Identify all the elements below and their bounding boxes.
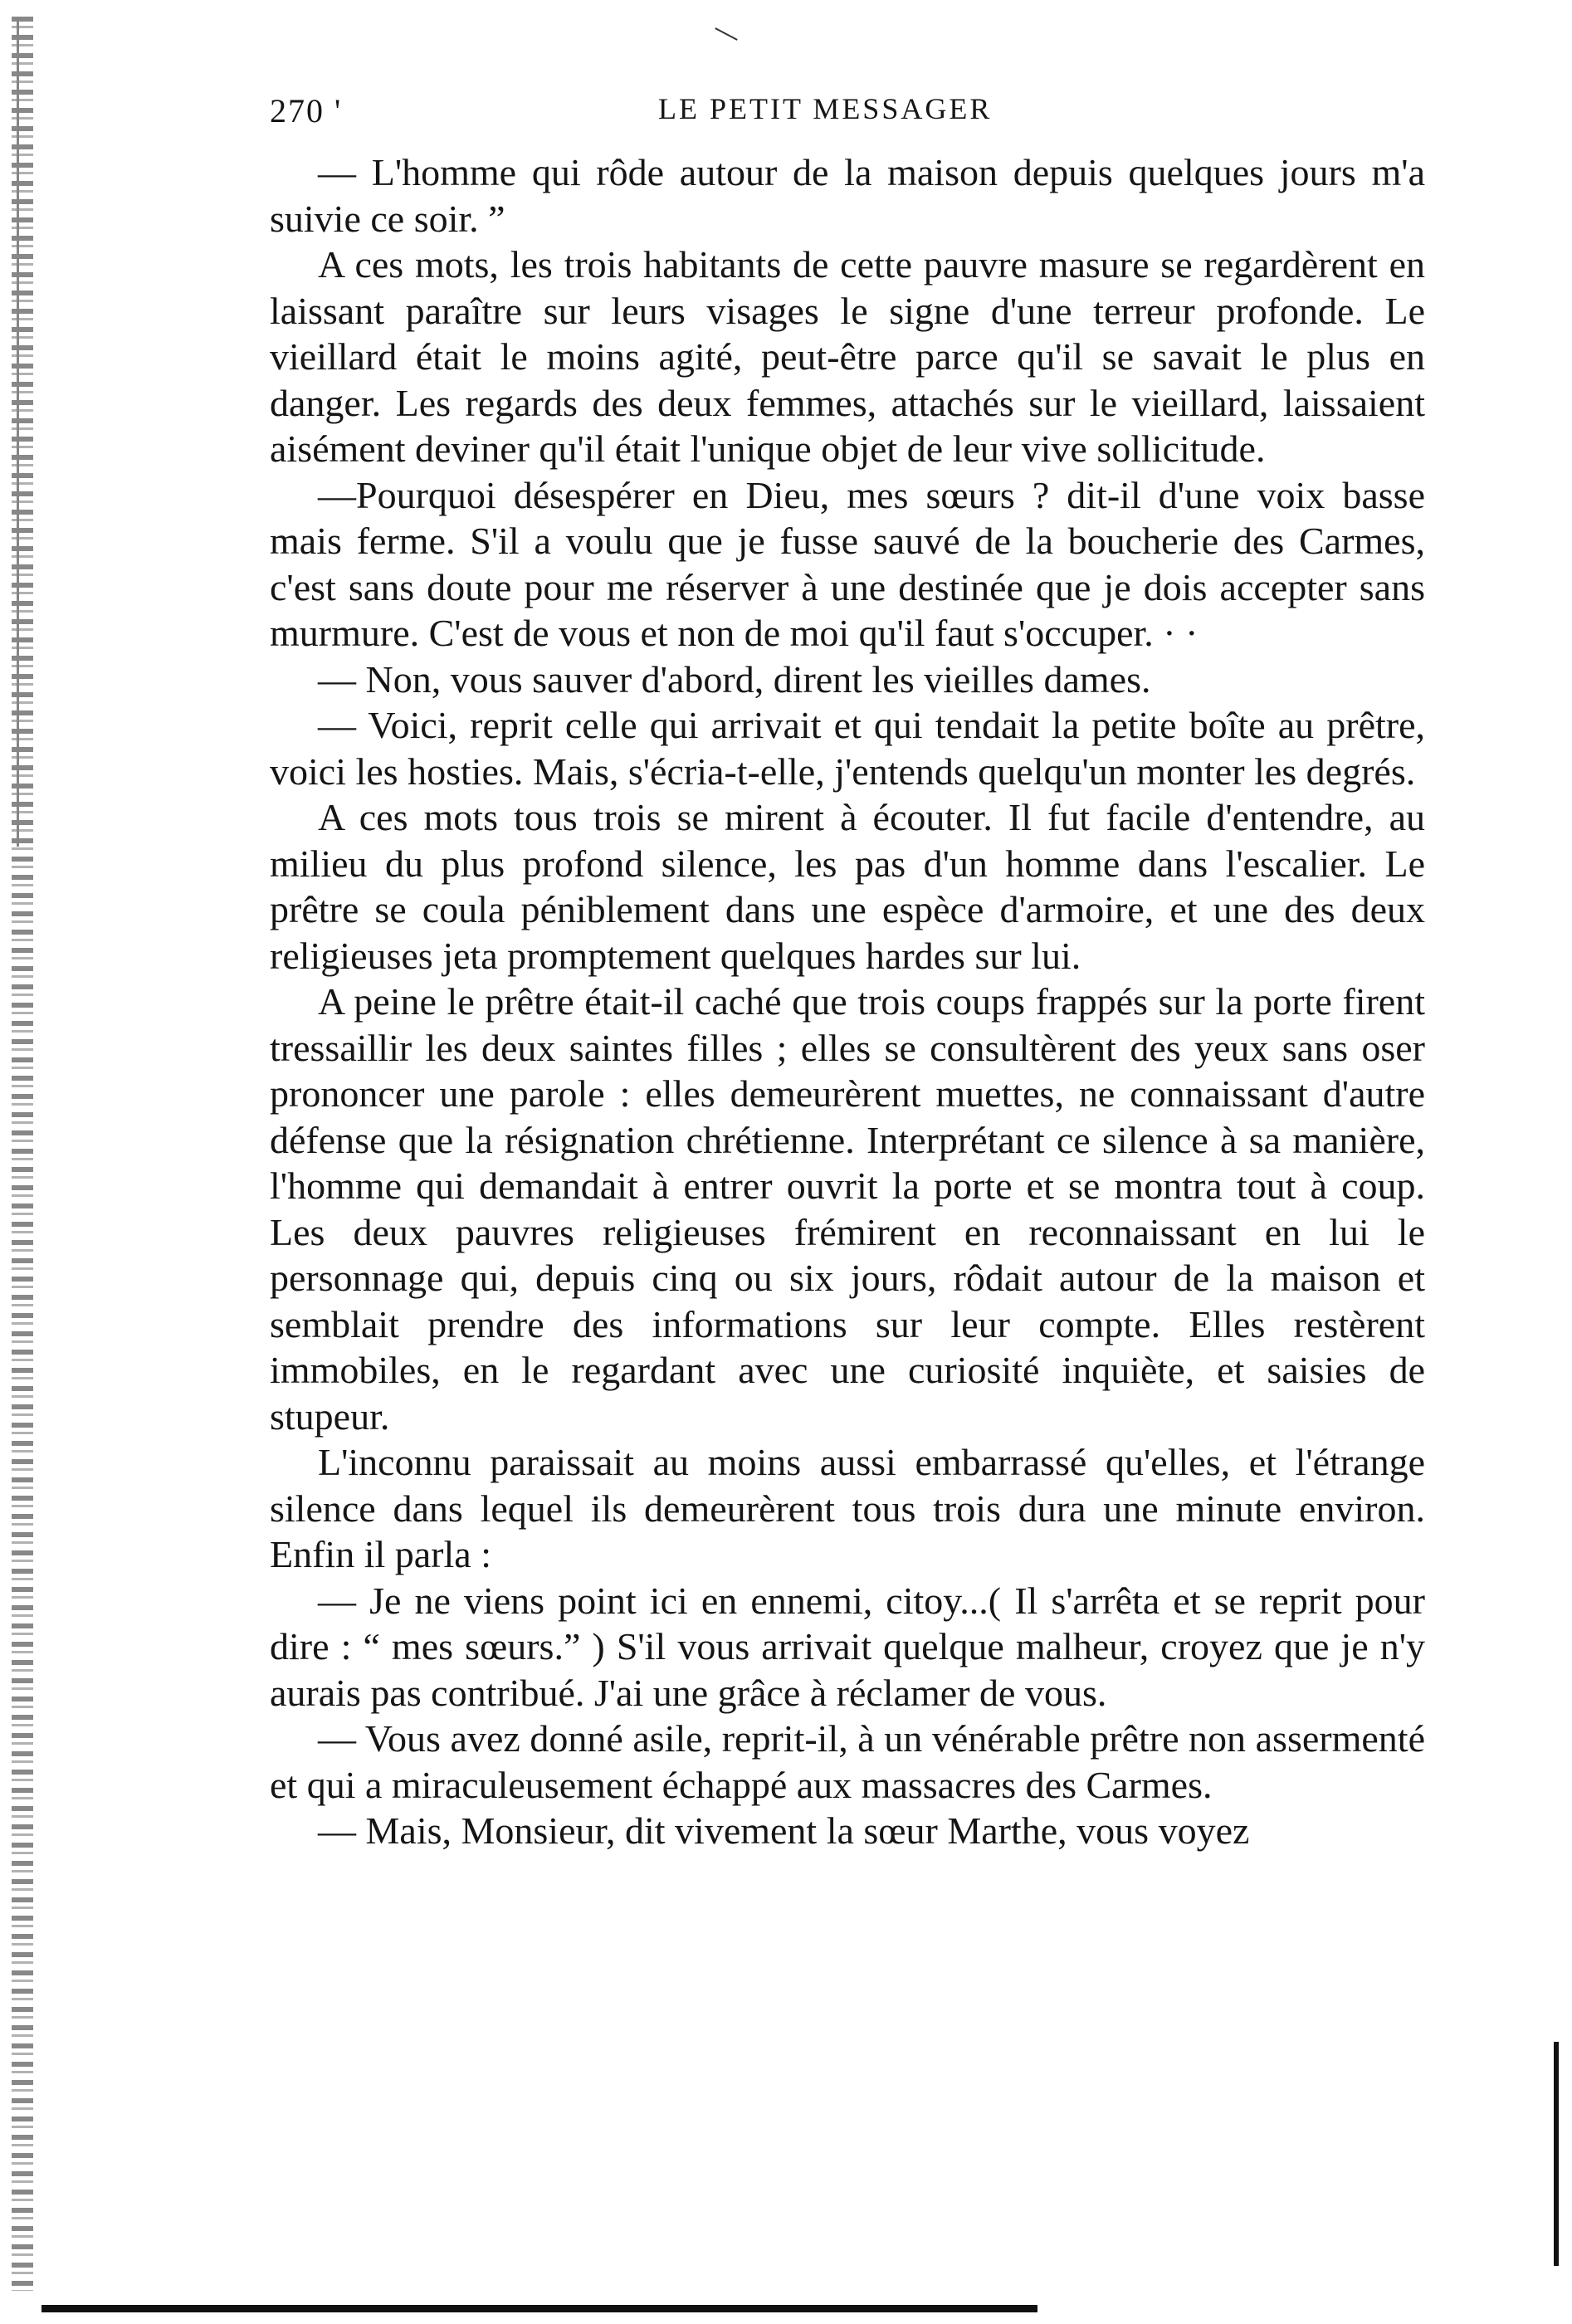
scan-mark bbox=[715, 27, 737, 41]
body-text bbox=[270, 149, 1425, 1854]
paragraph: — Je ne viens point ici en ennemi, citoy...( Il s'arrêta et se reprit pour dire : “ mes sœurs.” ) S'il vous arrivait quelque malheur, croyez que je n'y aurais pas contribué. J'ai une grâce à réclamer de vous. bbox=[270, 1579, 1425, 1714]
right-edge-mark bbox=[1554, 2042, 1559, 2266]
running-title: LE PETIT MESSAGER bbox=[658, 92, 993, 125]
paragraph: A ces mots, les trois habitants de cette pauvre masure se regardèrent en laissant paraître sur leurs visages le signe d'une terreur profonde. Le vieillard était le moins agité, peut-être parce qu'il se savait le plus en danger. Les regards des deux femmes, attachés sur le vieillard, laissaient aisément deviner qu'il était l'unique objet de leur vive sollicitude. bbox=[270, 243, 1425, 470]
paragraph: —Pourquoi désespérer en Dieu, mes sœurs ? dit-il d'une voix basse mais ferme. S'il a voulu que je fusse sauvé de la boucherie des Carmes, c'est sans doute pour me réserver à une destinée que je dois accepter sans murmure. C'est de vous et non de moi qu'il faut s'occuper. · · bbox=[270, 473, 1425, 654]
paragraph: — Voici, reprit celle qui arrivait et qui tendait la petite boîte au prêtre, voici les hosties. Mais, s'écria-t-elle, j'entends quelqu'un monter les degrés. bbox=[270, 704, 1425, 793]
paragraph: A peine le prêtre était-il caché que trois coups frappés sur la porte firent tressaillir les deux saintes filles ; elles se consultèrent des yeux sans oser prononcer une parole : elles demeurèrent muettes, ne connaissant d'autre défense que la résignation chrétienne. Interprétant ce silence à sa manière, l'homme qui demandait à entrer ouvrit la porte et se montra tout à coup. Les deux pauvres religieuses frémirent en reconnaissant en lui le personnage qui, depuis cinq ou six jours, rôdait autour de la maison et semblait prendre des informations sur leur compte. Elles restèrent immobiles, en le regardant avec une curiosité inquiète, et saisies de stupeur. bbox=[270, 980, 1425, 1438]
paragraph: — Non, vous sauver d'abord, dirent les vieilles dames. bbox=[318, 657, 1151, 701]
page-number: 270 ' bbox=[270, 92, 343, 129]
bottom-rule bbox=[41, 2305, 1037, 2312]
paragraph: A ces mots tous trois se mirent à écouter. Il fut facile d'entendre, au milieu du plus profond silence, les pas d'un homme dans l'escalier. Le prêtre se coula péniblement dans une espèce d'armoire, et une des deux religieuses jeta promptement quelques hardes sur lui. bbox=[270, 796, 1425, 977]
paragraph: — L'homme qui rôde autour de la maison depuis quelques jours m'a suivie ce soir. ” bbox=[270, 151, 1425, 240]
paragraph: — Mais, Monsieur, dit vivement la sœur Marthe, vous voyez bbox=[318, 1809, 1250, 1852]
binding-edge bbox=[12, 17, 33, 2291]
page-header bbox=[270, 91, 1432, 141]
paragraph: L'inconnu paraissait au moins aussi embarrassé qu'elles, et l'étrange silence dans lequel ils demeurèrent tous trois dura une minute environ. Enfin il parla : bbox=[270, 1441, 1425, 1575]
paragraph: — Vous avez donné asile, reprit-il, à un vénérable prêtre non assermenté et qui a miraculeusement échappé aux massacres des Carmes. bbox=[270, 1717, 1425, 1806]
